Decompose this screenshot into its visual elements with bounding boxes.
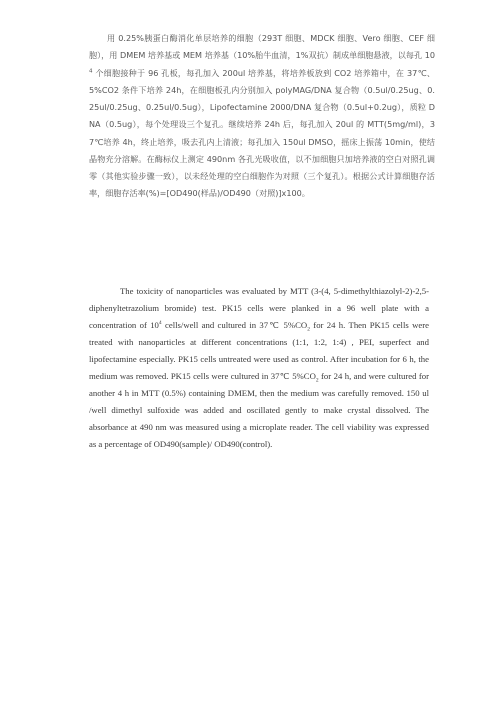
en-subscript-co2-second: 2 bbox=[315, 377, 319, 384]
en-superscript-exponent: 4 bbox=[158, 320, 162, 327]
chinese-method-paragraph bbox=[89, 30, 435, 203]
cn-superscript-exponent: 4 bbox=[89, 67, 93, 74]
en-subscript-co2-first: 2 bbox=[307, 326, 310, 333]
en-text-part-3: for 24 h. Then PK15 cells were treated with nanoparticles at different concentrations (1:1, 1:2, 1:4) , PEI, superfect and lipofectamine especially. PK15 cells untreated were used as control. After incubation for 6 h, the medium was removed. PK15 cells were cultured in 37℃ 5%CO bbox=[89, 320, 429, 382]
cn-text-part-1: 用 0.25%胰蛋白酶消化单层培养的细胞（293T 细胞、MDCK 细胞、Vero 细胞、CEF 细胞），用 DMEM 培养基或 MEM 培养基（10%胎牛血清，1%双抗）制成单细胞悬液，以每孔 10 bbox=[89, 33, 435, 61]
en-text-part-2: cells/well and cultured in 37℃ 5%CO bbox=[161, 320, 308, 331]
cn-text-part-2: 个细胞接种于 96 孔板，每孔加入 200ul 培养基，将培养板放到 CO2 培养箱中，在 37℃、5%CO2 条件下培养 24h，在细胞板孔内分别加入 polyMAG/DNA 复合物（0.5ul/0.25ug、0.25ul/0.25ug、0.25ul/0.5ug），Lipofectamine 2000/DNA 复合物（0.5ul+0.2ug），质粒 DNA（0.5ug），每个处理设三个复孔。继续培养 24h 后，每孔加入 20ul 的 MTT(5mg/ml)，37℃培养 4h，终止培养，吸去孔内上清液；每孔加入 150ul DMSO，摇床上振荡 10min，使结晶物充分溶解。在酶标仪上测定 490nm 各孔光吸收值，以不加细胞只加培养液的空白对照孔调零（其他实验步骤一致），以未经处理的空白细胞作为对照（三个复孔）。根据公式计算细胞存活率，细胞存活率(%)=[OD490(样品)/OD490（对照)]x100。 bbox=[89, 67, 435, 199]
english-method-paragraph bbox=[89, 283, 429, 453]
en-text-part-4: for 24 h, and were cultured for another 4 h in MTT (0.5%) containing DMEM, then the medium was carefully removed. 150 ul /well dimethyl sulfoxide was added and oscillated gently to make crystal dissolved. The absorbance at 490 nm was measured using a microplate reader. The cell viability was expressed as a percentage of OD490(sample)/ OD490(control). bbox=[89, 371, 429, 450]
en-text-part-1: The toxicity of nanoparticles was evaluated by MTT (3-(4, 5-dimethylthiazolyl-2)-2,5-diphenyltetrazolium bromide) test. PK15 cells were planked in a 96 well plate with a concentration of 10 bbox=[89, 286, 429, 331]
